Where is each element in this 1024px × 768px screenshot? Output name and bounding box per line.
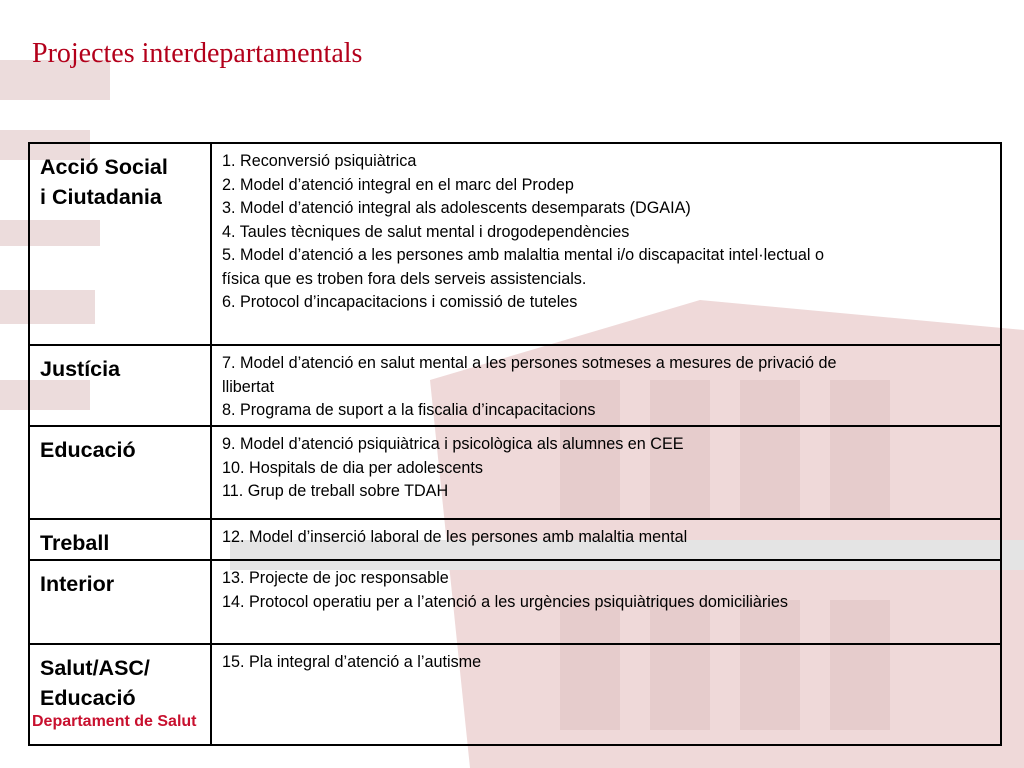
project-item: 2. Model d’atenció integral en el marc del Prodep — [222, 175, 574, 194]
table-row-projects — [212, 520, 1000, 561]
department-label: Salut/ASC/ Educació — [40, 656, 150, 710]
table-row-projects — [212, 645, 1000, 744]
project-item: 6. Protocol d’incapacitacions i comissió de tuteles — [222, 293, 578, 311]
project-item: 9. Model d’atenció psiquiàtrica i psicològica als alumnes en CEE — [222, 435, 684, 453]
project-item: 11. Grup de treball sobre TDAH — [222, 482, 449, 500]
table-row-department — [30, 427, 212, 520]
table-row-projects — [212, 346, 1000, 427]
project-item: 5. Model d’atenció a les persones amb malaltia mental i/o discapacitat intel·lectual o — [222, 246, 824, 264]
department-label: Treball — [40, 531, 110, 555]
table-row-department — [30, 520, 212, 561]
table-row-department — [30, 144, 212, 346]
table-row-projects — [212, 144, 1000, 346]
project-item: 12. Model d’inserció laboral de les persones amb malaltia mental — [222, 528, 688, 546]
table-row-department — [30, 346, 212, 427]
footer-department-label: Departament de Salut — [32, 713, 197, 730]
project-item: llibertat — [222, 377, 275, 396]
department-label: Acció Social i Ciutadania — [40, 155, 168, 209]
department-label: Interior — [40, 572, 115, 596]
project-item: 8. Programa de suport a la fiscalia d’incapacitacions — [222, 401, 596, 419]
page-title: Projectes interdepartamentals — [32, 38, 363, 69]
project-item: 14. Protocol operatiu per a l’atenció a les urgències psiquiàtriques domiciliàries — [222, 592, 788, 611]
department-label: Justícia — [40, 357, 121, 381]
project-item: 1. Reconversió psiquiàtrica — [222, 152, 417, 170]
project-item: 4. Taules tècniques de salut mental i drogodependències — [222, 222, 630, 241]
project-item: 3. Model d’atenció integral als adolescents desemparats (DGAIA) — [222, 199, 691, 217]
project-item: 7. Model d’atenció en salut mental a les persones sotmeses a mesures de privació de — [222, 354, 837, 372]
project-item: 10. Hospitals de dia per adolescents — [222, 458, 483, 477]
table-row-department — [30, 561, 212, 645]
table-row-projects — [212, 427, 1000, 520]
project-item: 13. Projecte de joc responsable — [222, 569, 449, 587]
project-item: 15. Pla integral d’atenció a l’autisme — [222, 653, 482, 671]
table-row-projects — [212, 561, 1000, 645]
project-item: física que es troben fora dels serveis assistencials. — [222, 269, 587, 288]
projects-table — [28, 142, 1002, 746]
department-label: Educació — [40, 438, 136, 462]
